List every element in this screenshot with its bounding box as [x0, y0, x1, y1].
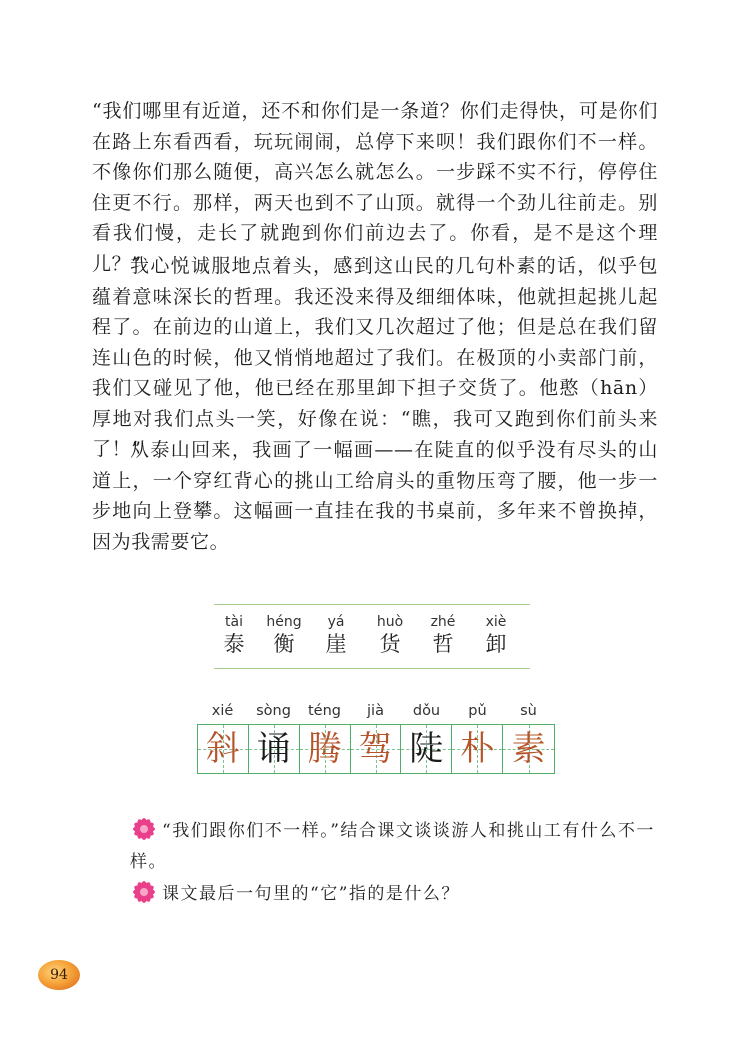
question-text: “我们跟你们不一样。”结合课文谈谈游人和挑山工有什么不一样。	[130, 821, 655, 872]
character: 衡	[273, 632, 295, 656]
page-number: 94	[50, 967, 68, 983]
recognize-words-list	[214, 604, 530, 669]
pinyin: sòng	[256, 703, 291, 719]
character: 陡	[409, 729, 444, 769]
grid-cell	[249, 725, 300, 773]
character: 朴	[460, 729, 495, 769]
character: 腾	[307, 729, 342, 769]
writing-grid	[197, 724, 555, 774]
character: 素	[511, 729, 546, 769]
pinyin: huò	[376, 614, 404, 630]
word-item	[423, 613, 463, 657]
word-item	[370, 613, 410, 657]
grid-cell	[503, 725, 554, 773]
paragraph-3: 从泰山回来，我画了一幅画——在陡直的似乎没有尽头的山道上，一个穿红背心的挑山工给肩头的重物压弯了腰，他一步一步地向上登攀。这幅画一直挂在我的书桌前，多年来不曾换掉，因为我需要它。	[92, 439, 658, 553]
flower-icon	[130, 816, 158, 842]
character: 驾	[358, 729, 393, 769]
character: 哲	[432, 632, 454, 656]
page-number-badge	[38, 960, 80, 990]
pinyin: jià	[367, 703, 384, 719]
pinyin: yá	[327, 614, 345, 630]
character: 崖	[325, 632, 347, 656]
question-1	[130, 816, 660, 878]
grid-cell	[300, 725, 351, 773]
word-item	[264, 613, 304, 657]
character: 诵	[256, 729, 291, 769]
grid-cell	[401, 725, 452, 773]
pinyin: dǒu	[412, 703, 441, 719]
pinyin: tài	[225, 614, 243, 630]
pinyin: sù	[520, 703, 537, 719]
paragraph-2: 我心悦诚服地点着头，感到这山民的几句朴素的话，似乎包蕴着意味深长的哲理。我还没来得及细细体味，他就担起挑儿起程了。在前边的山道上，我们又几次超过了他；但是总在我们留连山色的时候，他又悄悄地超过了我们。在极顶的小卖部门前，我们又碰见了他，他已经在那里卸下担子交货了。他憨（hān）厚地对我们点头一笑，好像在说：“瞧，我可又跑到你们前头来了！”	[92, 255, 658, 460]
word-item	[476, 613, 516, 657]
grid-cell	[452, 725, 503, 773]
character: 卸	[485, 632, 507, 656]
pinyin: zhé	[430, 614, 456, 630]
paragraph-1: “我们哪里有近道，还不和你们是一条道？你们走得快，可是你们在路上东看西看，玩玩闹闹，总停下来呗！我们跟你们不一样。不像你们那么随便，高兴怎么就怎么。一步踩不实不行，停停住住更不行。那样，两天也到不了山顶。就得一个劲儿往前走。别看我们慢，走长了就跑到你们前边去了。你看，是不是这个理儿？”	[92, 100, 658, 275]
pinyin: pǔ	[468, 703, 487, 719]
flower-icon	[130, 879, 158, 905]
character: 泰	[223, 632, 245, 656]
pinyin: xiè	[485, 614, 507, 630]
grid-cell	[198, 725, 249, 773]
pinyin: xié	[211, 703, 234, 719]
word-item	[316, 613, 356, 657]
write-words-pinyin-row	[197, 703, 555, 723]
grid-cell	[351, 725, 402, 773]
word-item	[214, 613, 254, 657]
pinyin: héng	[266, 614, 302, 630]
question-2	[130, 879, 660, 910]
character: 货	[379, 632, 401, 656]
question-text: 课文最后一句里的“它”指的是什么？	[162, 884, 460, 904]
pinyin: téng	[307, 703, 341, 719]
character: 斜	[205, 729, 240, 769]
